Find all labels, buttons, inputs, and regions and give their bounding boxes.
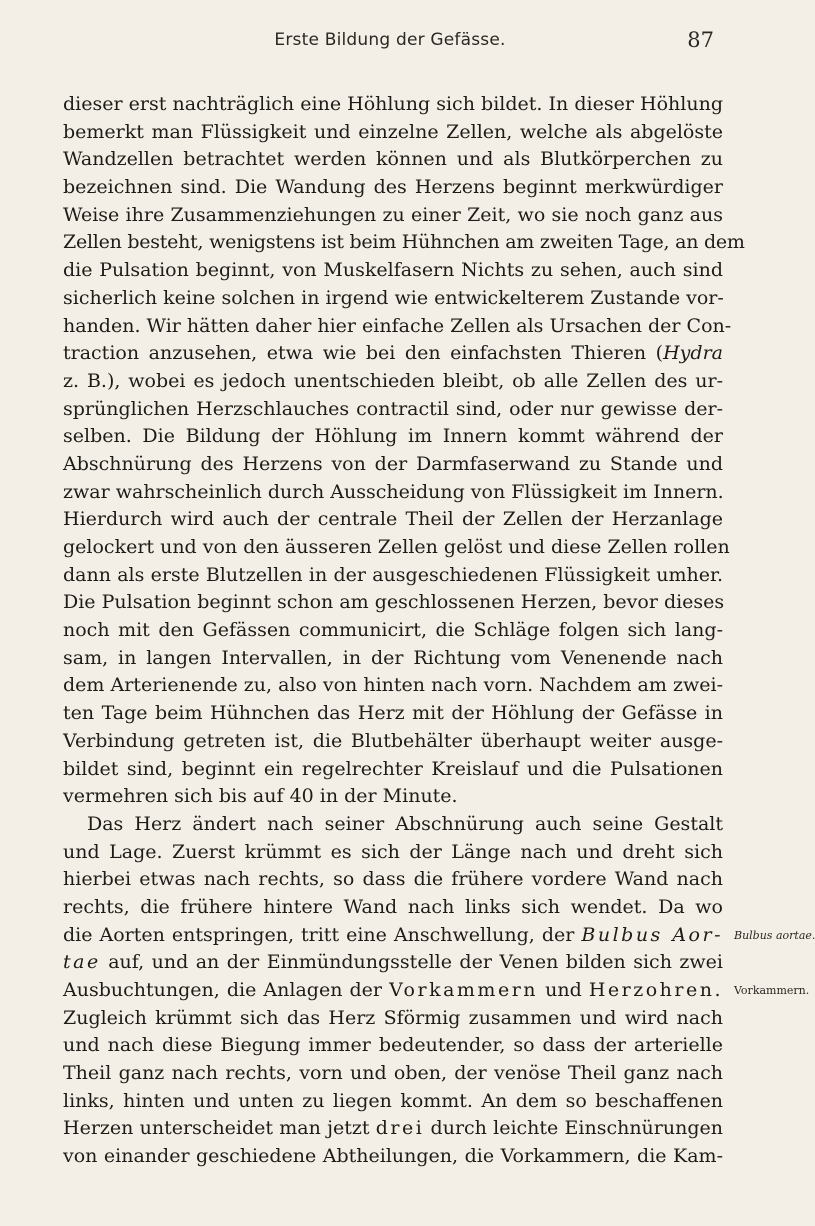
text-line: Weise ihre Zusammenziehungen zu einer Zeit, wo sie noch ganz aus <box>63 203 723 226</box>
text-line: Abschnürung des Herzens von der Darmfaserwand zu Stande und <box>63 452 723 475</box>
text-line: hierbei etwas nach rechts, so dass die frühere vordere Wand nach <box>63 868 723 891</box>
text-line: vermehren sich bis auf 40 in der Minute. <box>63 785 458 808</box>
text-line: links, hinten und unten zu liegen kommt. An dem so beschaffenen <box>63 1089 723 1112</box>
text-line: handen. Wir hätten daher hier einfache Zellen als Ursachen der Con- <box>63 314 732 337</box>
text-line: Wandzellen betrachtet werden können und als Blutkörperchen zu <box>63 148 723 171</box>
text-line: dem Arterienende zu, also von hinten nach vorn. Nachdem am zwei- <box>63 674 723 697</box>
term-bulbus-aortae: Bulbus Aor- <box>581 923 723 946</box>
text-line: selben. Die Bildung der Höhlung im Innern kommt während der <box>63 425 723 448</box>
text-line: Die Pulsation beginnt schon am geschlossenen Herzen, bevor dieses <box>63 591 725 614</box>
text-segment: auf, und an der Einmündungsstelle der Venen bilden sich zwei <box>100 951 723 974</box>
species-name-hydra: Hydra <box>663 342 723 365</box>
text-line: gelockert und von den äusseren Zellen gelöst und diese Zellen rollen <box>63 536 730 558</box>
term-herzohren: Herzohren. <box>588 979 723 1001</box>
text-line: von einander geschiedene Abtheilungen, die Vorkammern, die Kam- <box>63 1145 723 1168</box>
margin-note-vorkammern: Vorkammern. <box>734 984 810 997</box>
text-line: Zugleich krümmt sich das Herz Sförmig zusammen und wird nach <box>63 1006 723 1029</box>
text-line <box>63 340 723 368</box>
text-line: bemerkt man Flüssigkeit und einzelne Zellen, welche als abgelöste <box>63 120 723 143</box>
text-line: rechts, die frühere hintere Wand nach links sich wendet. Da wo <box>63 895 723 918</box>
text-line: bezeichnen sind. Die Wandung des Herzens beginnt merkwürdiger <box>63 176 723 199</box>
text-line <box>63 977 723 1005</box>
text-segment: Ausbuchtungen, die Anlagen der <box>63 979 390 1001</box>
text-line: dann als erste Blutzellen in der ausgeschiedenen Flüssigkeit umher. <box>63 563 723 586</box>
text-line: zwar wahrscheinlich durch Ausscheidung von Flüssigkeit im Innern. <box>63 480 724 503</box>
text-line: z. B.), wobei es jedoch unentschieden bleibt, ob alle Zellen des ur- <box>63 369 723 392</box>
term-drei: drei <box>375 1117 425 1140</box>
text-segment: traction anzusehen, etwa wie bei den einfachsten Thieren ( <box>63 342 664 365</box>
margin-note-bulbus-aortae: Bulbus aortae. <box>734 929 815 942</box>
text-line: sam, in langen Intervallen, in der Richtung vom Venenende nach <box>63 646 723 669</box>
text-line: und nach diese Biegung immer bedeutender, so dass der arterielle <box>63 1034 723 1057</box>
text-line: sicherlich keine solchen in irgend wie entwickelterem Zustande vor- <box>63 286 724 309</box>
running-title: Erste Bildung der Gefässe. <box>274 30 506 50</box>
text-line: Verbindung getreten ist, die Blutbehälter überhaupt weiter ausge- <box>63 729 723 752</box>
text-line: und Lage. Zuerst krümmt es sich der Länge nach und dreht sich <box>63 840 723 863</box>
text-segment: und <box>538 979 589 1001</box>
text-line: Das Herz ändert nach seiner Abschnürung auch seine Gestalt <box>87 812 723 835</box>
text-segment: die Aorten entspringen, tritt eine Anschwellung, der <box>63 923 582 946</box>
text-line: sprünglichen Herzschlauches contractil sind, oder nur gewisse der- <box>63 397 723 420</box>
body-text <box>63 91 745 1171</box>
text-line: ten Tage beim Hühnchen das Herz mit der Höhlung der Gefässe in <box>63 702 723 725</box>
text-line: noch mit den Gefässen communicirt, die Schläge folgen sich lang- <box>63 619 723 642</box>
text-line: Hierdurch wird auch der centrale Theil der Zellen der Herzanlage <box>63 508 723 531</box>
term-vorkammern: Vorkammern <box>389 979 539 1001</box>
text-line: bildet sind, beginnt ein regelrechter Kreislauf und die Pulsationen <box>63 757 723 780</box>
text-line: dieser erst nachträglich eine Höhlung sich bildet. In dieser Höhlung <box>63 93 723 115</box>
page-header <box>60 26 720 66</box>
text-line: Zellen besteht, wenigstens ist beim Hühnchen am zweiten Tage, an dem <box>63 231 745 254</box>
text-line: Theil ganz nach rechts, vorn und oben, der venöse Theil ganz nach <box>63 1062 723 1085</box>
term-bulbus-aortae-end: tae <box>63 951 101 974</box>
text-line <box>63 949 723 977</box>
text-line <box>63 922 723 950</box>
text-line: die Pulsation beginnt, von Muskelfasern Nichts zu sehen, auch sind <box>63 259 723 282</box>
page-number: 87 <box>687 28 714 52</box>
text-line <box>63 1115 723 1143</box>
text-segment: durch leichte Einschnürungen <box>424 1117 723 1140</box>
text-segment: Herzen unterscheidet man jetzt <box>63 1117 376 1140</box>
